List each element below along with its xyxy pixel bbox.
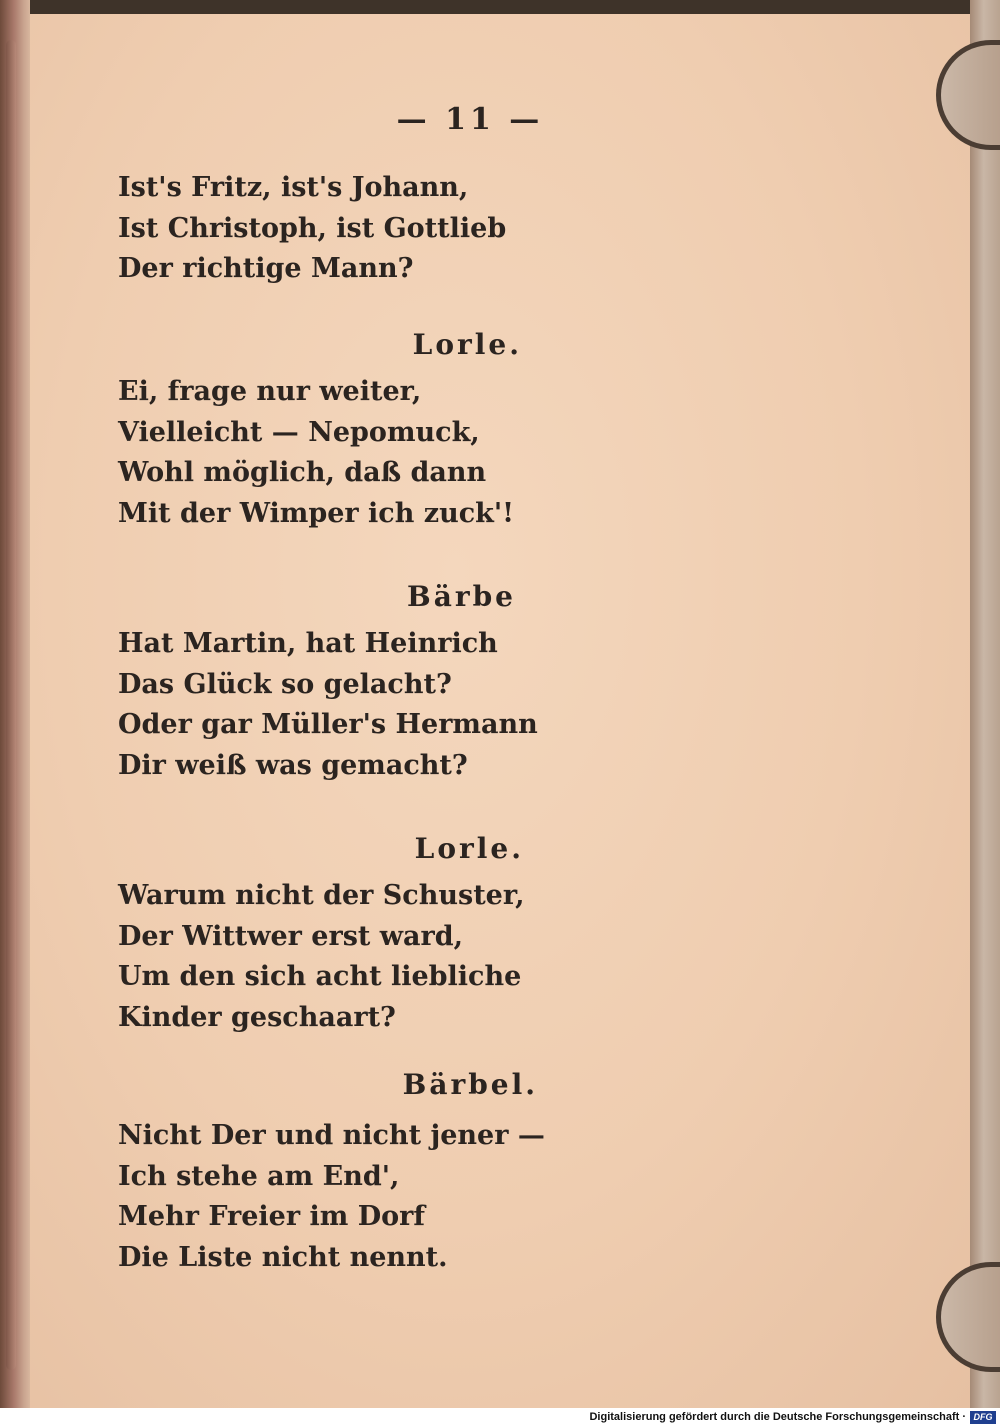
verse-line: Ich stehe am End',	[118, 1160, 400, 1192]
speaker-name: Bärbe	[407, 580, 516, 613]
verse-line: Warum nicht der Schuster,	[118, 880, 525, 911]
verse-line: Vielleicht — Nepomuck,	[118, 416, 480, 448]
speaker-name: Bärbel.	[402, 1068, 538, 1101]
speaker-name: Lorle.	[414, 832, 524, 865]
verse-line: Der richtige Mann?	[118, 253, 414, 284]
verse-line: Nicht Der und nicht jener —	[118, 1120, 545, 1151]
verse-line: Hat Martin, hat Heinrich	[118, 628, 498, 659]
verse-line: Mit der Wimper ich zuck'!	[118, 497, 515, 529]
verse-line: Ist's Fritz, ist's Johann,	[118, 172, 469, 203]
digitization-footer	[0, 1408, 1000, 1428]
speaker-name: Lorle.	[412, 328, 522, 361]
verse-line: Mehr Freier im Dorf	[118, 1201, 425, 1232]
verse-line: Das Glück so gelacht?	[118, 668, 452, 700]
dfg-logo: DFG	[970, 1411, 996, 1424]
verse-line: Die Liste nicht nennt.	[118, 1241, 448, 1273]
verse-line: Oder gar Müller's Hermann	[118, 709, 538, 740]
page-number: — 11 —	[396, 102, 544, 137]
stanza-1	[118, 168, 506, 290]
book-cover-edge	[970, 0, 1000, 1408]
verse-line: Wohl möglich, daß dann	[118, 457, 487, 488]
stanza-5	[118, 1116, 545, 1278]
verse-line: Der Wittwer erst ward,	[118, 920, 464, 952]
stanza-3	[118, 624, 538, 786]
binding-edge	[6, 40, 16, 1370]
verse-line: Ist Christoph, ist Gottlieb	[118, 212, 507, 244]
verse-line: Dir weiß was gemacht?	[118, 749, 468, 781]
verse-line: Um den sich acht liebliche	[118, 961, 522, 992]
stanza-4	[118, 876, 525, 1038]
book-binding	[0, 0, 34, 1408]
verse-line: Ei, frage nur weiter,	[118, 376, 422, 407]
footer-credit: Digitalisierung gefördert durch die Deutsche Forschungsgemeinschaft ·	[589, 1411, 966, 1423]
verse-line: Kinder geschaart?	[118, 1001, 396, 1033]
stanza-2	[118, 372, 514, 534]
